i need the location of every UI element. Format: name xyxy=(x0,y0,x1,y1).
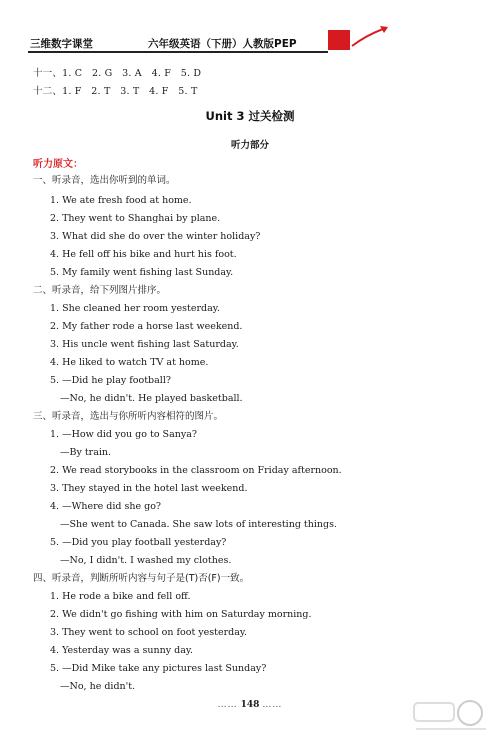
answer-line-12: 十二、1. F 2. T 3. T 4. F 5. T xyxy=(33,86,198,97)
section-heading-3: 三、听录音，选出与你所听内容相符的图片。 xyxy=(33,411,224,422)
list-item: 1. —How did you go to Sanya? xyxy=(50,429,197,440)
list-item: 3. They stayed in the hotel last weekend. xyxy=(50,483,248,494)
list-item: 3. His uncle went fishing last Saturday. xyxy=(50,339,239,350)
section-subtitle: 听力部分 xyxy=(230,140,269,151)
section-heading-2: 二、听录音，给下列图片排序。 xyxy=(33,285,167,296)
list-item: 4. He fell off his bike and hurt his foot. xyxy=(50,249,237,260)
watermark-logo-icon xyxy=(410,695,490,735)
list-item: 5. My family went fishing last Sunday. xyxy=(50,267,234,278)
red-flag-icon xyxy=(328,30,350,50)
list-item: 4. Yesterday was a sunny day. xyxy=(50,645,194,656)
transcript-label: 听力原文： xyxy=(33,159,83,170)
list-item: 5. —Did you play football yesterday? xyxy=(50,537,227,548)
section-heading-1: 一、听录音，选出你听到的单词。 xyxy=(33,175,176,186)
book-title: 六年级英语（下册）人教版PEP xyxy=(148,38,297,50)
series-title: 三维数字课堂 xyxy=(30,38,93,50)
list-item-reply: —No, he didn't. xyxy=(60,681,136,692)
footer-dots-right: …… xyxy=(262,700,283,710)
list-item-reply: —By train. xyxy=(60,447,112,458)
list-item: 1. He rode a bike and fell off. xyxy=(50,591,191,602)
list-item: 5. —Did Mike take any pictures last Sunday? xyxy=(50,663,267,674)
page-header xyxy=(0,0,500,52)
list-item-reply: —No, he didn't. He played basketball. xyxy=(60,393,243,404)
list-item: 4. He liked to watch TV at home. xyxy=(50,357,209,368)
answer-line-11: 十一、1. C 2. G 3. A 4. F 5. D xyxy=(33,68,202,79)
list-item: 2. We read storybooks in the classroom on Friday afternoon. xyxy=(50,465,342,476)
list-item: 1. We ate fresh food at home. xyxy=(50,195,192,206)
footer-dots-left: …… xyxy=(217,700,238,710)
list-item: 3. What did she do over the winter holiday? xyxy=(50,231,261,242)
list-item: 4. —Where did she go? xyxy=(50,501,162,512)
list-item: 2. We didn't go fishing with him on Saturday morning. xyxy=(50,609,312,620)
page-number: 148 xyxy=(240,700,260,710)
header-rule xyxy=(28,51,328,53)
list-item: 2. They went to Shanghai by plane. xyxy=(50,213,221,224)
list-item-reply: —No, I didn't. I washed my clothes. xyxy=(60,555,232,566)
list-item: 3. They went to school on foot yesterday. xyxy=(50,627,247,638)
unit-title: Unit 3 过关检测 xyxy=(205,109,295,123)
section-heading-4: 四、听录音，判断所听内容与句子是(T)否(F)一致。 xyxy=(33,573,250,584)
list-item: 1. She cleaned her room yesterday. xyxy=(50,303,220,314)
list-item: 5. —Did he play football? xyxy=(50,375,171,386)
arrow-swoosh-icon xyxy=(350,24,390,52)
list-item: 2. My father rode a horse last weekend. xyxy=(50,321,243,332)
list-item-reply: —She went to Canada. She saw lots of interesting things. xyxy=(60,519,337,530)
